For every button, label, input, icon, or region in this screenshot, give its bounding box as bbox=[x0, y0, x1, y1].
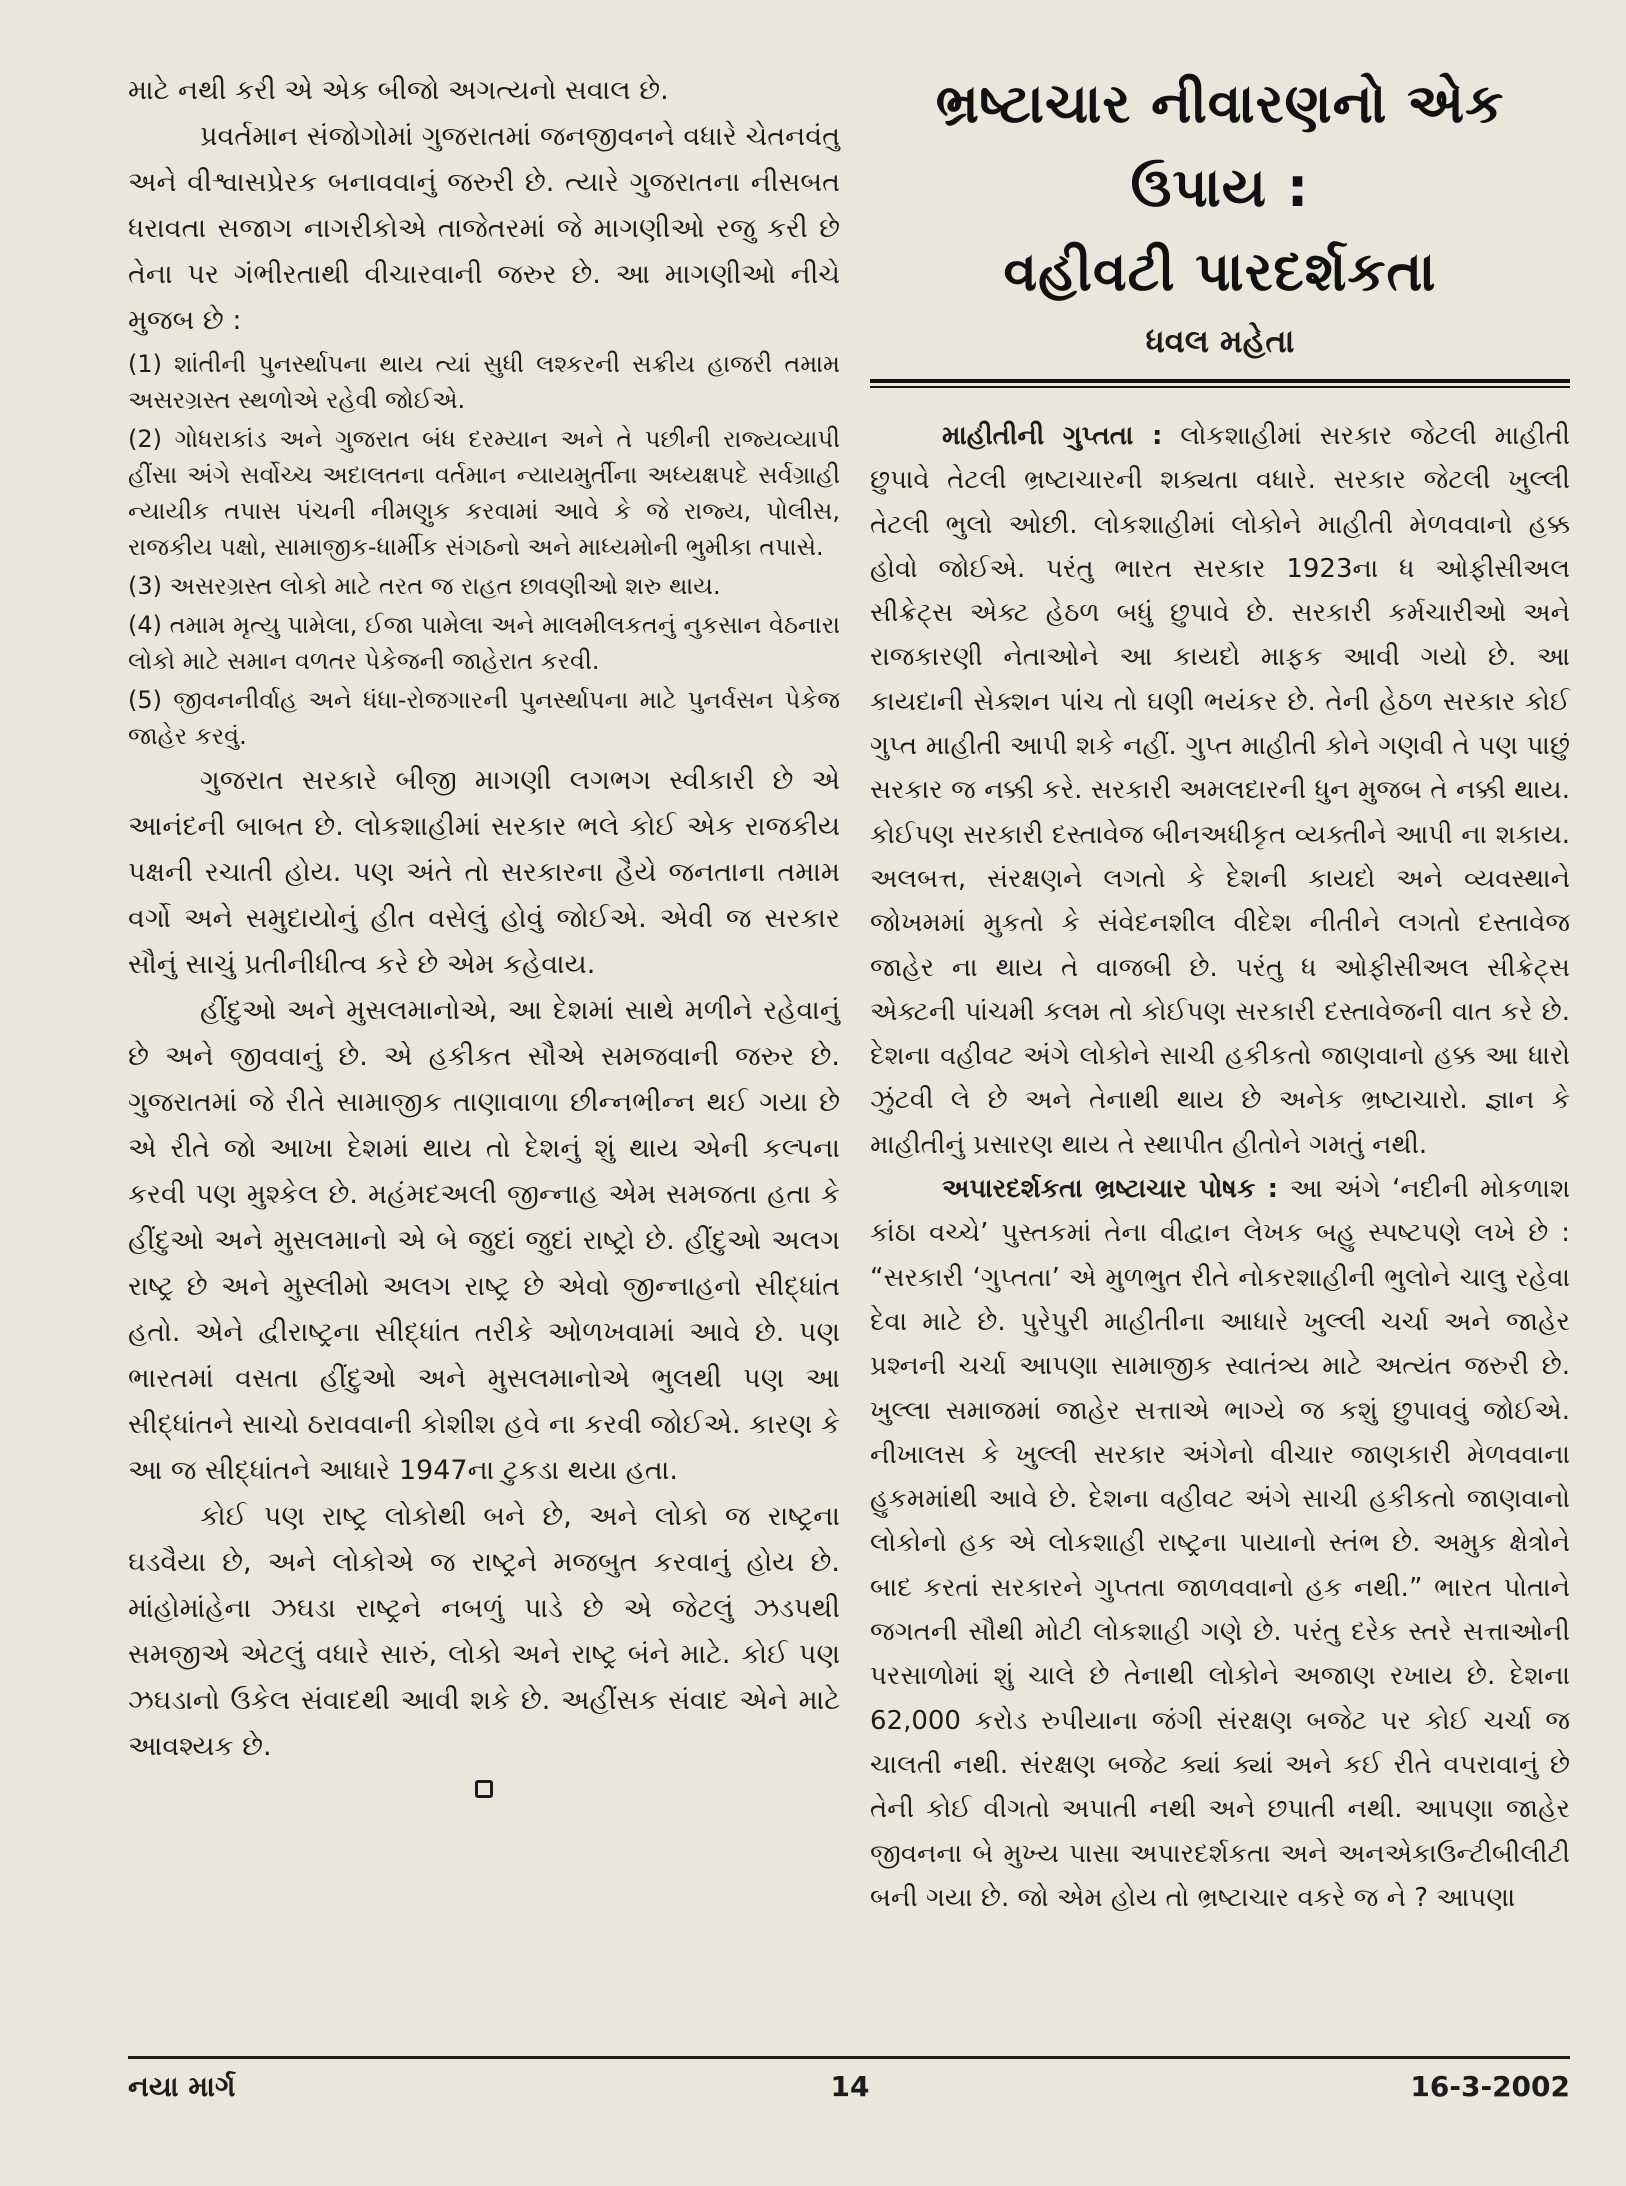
article-title-line-1: ભ્રષ્ટાચાર નીવારણનો એક ઉપાય : bbox=[935, 72, 1505, 219]
article-end-mark-icon bbox=[475, 1780, 493, 1798]
demand-item-2: (2) ગોધરાકાંડ અને ગુજરાત બંધ દરમ્યાન અને તે પછીની રાજ્યવ્યાપી હીંસા અંગે સર્વોચ્ચ અદાલતના વર્તમાન ન્યાયમુર્તીના અધ્યક્ષપદે સર્વગ્રાહી ન્યાયીક તપાસ પંચની નીમણુક કરવામાં આવે કે જે રાજ્ય, પોલીસ, રાજકીય પક્ષો, સામાજીક-ધાર્મીક સંગઠનો અને માધ્યમોની ભુમીકા તપાસે. bbox=[128, 425, 840, 561]
title-divider bbox=[870, 379, 1570, 383]
paragraph-demands-intro: પ્રવર્તમાન સંજોગોમાં ગુજરાતમાં જનજીવનને વધારે ચેતનવંતુ અને વીશ્વાસપ્રેરક બનાવવાનું જરુરી છે. ત્યારે ગુજરાતના નીસબત ધરાવતા સજાગ નાગરીકોએ તાજેતરમાં જે માગણીઓ રજુ કરી છે તેના પર ગંભીરતાથી વીચારવાની જરુર છે. આ માગણીઓ નીચે મુજબ છે : bbox=[128, 121, 840, 336]
paragraph-continuation: માટે નથી કરી એ એક બીજો અગત્યનો સવાલ છે. bbox=[128, 75, 669, 106]
demand-item-1: (1) શાંતીની પુનર્સ્થાપના થાય ત્યાં સુધી લશ્કરની સક્રીય હાજરી તમામ અસરગ્રસ્ત સ્થળોએ રહેવી જોઈએ. bbox=[128, 350, 840, 414]
section-secrecy-text: લોકશાહીમાં સરકાર જેટલી માહીતી છુપાવે તેટલી ભ્રષ્ટાચારની શક્યતા વધારે. સરકાર જેટલી ખુલ્લી તેટલી ભુલો ઓછી. લોકશાહીમાં લોકોને માહીતી મેળવવાનો હક્ક હોવો જોઈએ. પરંતુ ભારત સરકાર 1923ના ધ ઓફીસીઅલ સીક્રેટ્સ એક્ટ હેઠળ બધું છુપાવે છે. સરકારી કર્મચારીઓ અને રાજકારણી નેતાઓને આ કાયદો માફક આવી ગયો છે. આ કાયદાની સેક્શન પાંચ તો ઘણી ભયંકર છે. તેની હેઠળ સરકાર કોઈ ગુપ્ત માહીતી આપી શકે નહીં. ગુપ્ત માહીતી કોને ગણવી તે પણ પાછું સરકાર જ નક્કી કરે. સરકારી અમલદારની ધુન મુજબ તે નક્કી થાય. કોઈપણ સરકારી દસ્તાવેજ બીનઅધીકૃત વ્યક્તીને આપી ના શકાય. અલબત્ત, સંરક્ષણને લગતો કે દેશની કાયદો અને વ્યવસ્થાને જોખમમાં મુકતો કે સંવેદનશીલ વીદેશ નીતીને લગતો દસ્તાવેજ જાહેર ના થાય તે વાજબી છે. પરંતુ ધ ઓફીસીઅલ સીક્રેટ્સ એક્ટની પાંચમી કલમ તો કોઈપણ સરકારી દસ્તાવેજની વાત કરે છે. દેશના વહીવટ અંગે લોકોને સાચી હકીકતો જાણવાનો હક્ક આ ધારો ઝુંટવી લે છે અને તેનાથી થાય છે અનેક ભ્રષ્ટાચારો. જ્ઞાન કે માહીતીનું પ્રસારણ થાય તે સ્થાપીત હીતોને ગમતું નથી. bbox=[870, 421, 1570, 1160]
article-title-line-2: વહીવટી પારદર્શકતા bbox=[1003, 240, 1437, 303]
demand-item-3: (3) અસરગ્રસ્ત લોકો માટે તરત જ રાહત છાવણીઓ શરુ થાય. bbox=[128, 572, 721, 600]
footer-divider bbox=[128, 2056, 1570, 2059]
issue-date: 16-3-2002 bbox=[1410, 2070, 1570, 2103]
section-opacity-text: આ અંગે ‘નદીની મોકળાશ કાંઠા વચ્ચે’ પુસ્તકમાં તેના વીદ્વાન લેખક બહુ સ્પષ્ટપણે લખે છે : “સરકારી ‘ગુપ્તતા’ એ મુળભુત રીતે નોકરશાહીની ભુલોને ચાલુ રહેવા દેવા માટે છે. પુરેપુરી માહીતીના આધારે ખુલ્લી ચર્ચા અને જાહેર પ્રશ્નની ચર્ચા આપણા સામાજીક સ્વાતંત્ર્ય માટે અત્યંત જરુરી છે. ખુલ્લા સમાજમાં જાહેર સત્તાએ ભાગ્યે જ કશું છુપાવવું જોઈએ. નીખાલસ કે ખુલ્લી સરકાર અંગેનો વીચાર જાણકારી મેળવવાના હુકમમાંથી આવે છે. દેશના વહીવટ અંગે સાચી હકીકતો જાણવાનો લોકોનો હક એ લોકશાહી રાષ્ટ્રના પાયાનો સ્તંભ છે. અમુક ક્ષેત્રોને બાદ કરતાં સરકારને ગુપ્તતા જાળવવાનો હક નથી.” ભારત પોતાને જગતની સૌથી મોટી લોકશાહી ગણે છે. પરંતુ દરેક સ્તરે સત્તાઓની પરસાળોમાં શું ચાલે છે તેનાથી લોકોને અજાણ રખાય છે. દેશના 62,000 કરોડ રુપીયાના જંગી સંરક્ષણ બજેટ પર કોઈ ચર્ચા જ ચાલતી નથી. સંરક્ષણ બજેટ ક્યાં ક્યાં અને કઈ રીતે વપરાવાનું છે તેની કોઈ વીગતો અપાતી નથી અને છપાતી નથી. આપણા જાહેર જીવનના બે મુખ્ય પાસા અપારદર્શકતા અને અનએકાઉન્ટીબીલીટી બની ગયા છે. જો એમ હોય તો ભ્રષ્ટાચાર વકરે જ ને ? આપણા bbox=[870, 1174, 1570, 1913]
publication-name: નયા માર્ગ bbox=[128, 2070, 236, 2103]
demand-item-5: (5) જીવનનીર્વાહ અને ધંધા-રોજગારની પુનર્સ્થાપના માટે પુનર્વસન પેકેજ જાહેર કરવું. bbox=[128, 686, 840, 750]
title-divider-thin bbox=[870, 386, 1570, 388]
right-column bbox=[870, 62, 1570, 1920]
paragraph-nation: કોઈ પણ રાષ્ટ્ર લોકોથી બને છે, અને લોકો જ રાષ્ટ્રના ઘડવૈયા છે, અને લોકોએ જ રાષ્ટ્રને મજબુત કરવાનું હોય છે. માંહોમાંહેના ઝઘડા રાષ્ટ્રને નબળું પાડે છે એ જેટલું ઝડપથી સમજીએ એટલું વધારે સારું, લોકો અને રાષ્ટ્ર બંને માટે. કોઈ પણ ઝઘડાનો ઉકેલ સંવાદથી આવી શકે છે. અહીંસક સંવાદ એને માટે આવશ્યક છે. bbox=[128, 1501, 840, 1762]
paragraph-government: ગુજરાત સરકારે બીજી માગણી લગભગ સ્વીકારી છે એ આનંદની બાબત છે. લોકશાહીમાં સરકાર ભલે કોઈ એક રાજકીય પક્ષની રચાતી હોય. પણ અંતે તો સરકારના હૈયે જનતાના તમામ વર્ગો અને સમુદાયોનું હીત વસેલું હોવું જોઈએ. એવી જ સરકાર સૌનું સાચું પ્રતીનીધીત્વ કરે છે એમ કહેવાય. bbox=[128, 765, 840, 980]
demands-list bbox=[128, 346, 840, 754]
article-body bbox=[870, 414, 1570, 1920]
section-opacity bbox=[870, 1167, 1570, 1920]
section-secrecy-heading: માહીતીની ગુપ્તતા : bbox=[942, 421, 1163, 451]
section-secrecy bbox=[870, 414, 1570, 1167]
section-opacity-heading: અપારદર્શકતા ભ્રષ્ટાચાર પોષક : bbox=[942, 1174, 1279, 1205]
demand-item-4: (4) તમામ મૃત્યુ પામેલા, ઈજા પામેલા અને માલમીલકતનું નુકસાન વેઠનારા લોકો માટે સમાન વળતર પેકેજની જાહેરાત કરવી. bbox=[128, 611, 840, 675]
left-column bbox=[128, 68, 840, 1798]
article-author: ધવલ મહેતા bbox=[1145, 322, 1295, 360]
paragraph-hindu-muslim: હીંદુઓ અને મુસલમાનોએ, આ દેશમાં સાથે મળીને રહેવાનું છે અને જીવવાનું છે. એ હકીકત સૌએ સમજવાની જરુર છે. ગુજરાતમાં જે રીતે સામાજીક તાણાવાળા છીન્નભીન્ન થઈ ગયા છે એ રીતે જો આખા દેશમાં થાય તો દેશનું શું થાય એની કલ્પના કરવી પણ મુશ્કેલ છે. મહંમદઅલી જીન્નાહ એમ સમજતા હતા કે હીંદુઓ અને મુસલમાનો એ બે જુદાં જુદાં રાષ્ટ્રો છે. હીંદુઓ અલગ રાષ્ટ્ર છે અને મુસ્લીમો અલગ રાષ્ટ્ર છે એવો જીન્નાહનો સીદ્ધાંત હતો. એને દ્વીરાષ્ટ્રના સીદ્ધાંત તરીકે ઓળખવામાં આવે છે. પણ ભારતમાં વસતા હીંદુઓ અને મુસલમાનોએ ભુલથી પણ આ સીદ્ધાંતને સાચો ઠરાવવાની કોશીશ હવે ના કરવી જોઈએ. કારણ કે આ જ સીદ્ધાંતને આધારે 1947ના ટુકડા થયા હતા. bbox=[128, 995, 840, 1486]
page-number: 14 bbox=[830, 2070, 870, 2103]
